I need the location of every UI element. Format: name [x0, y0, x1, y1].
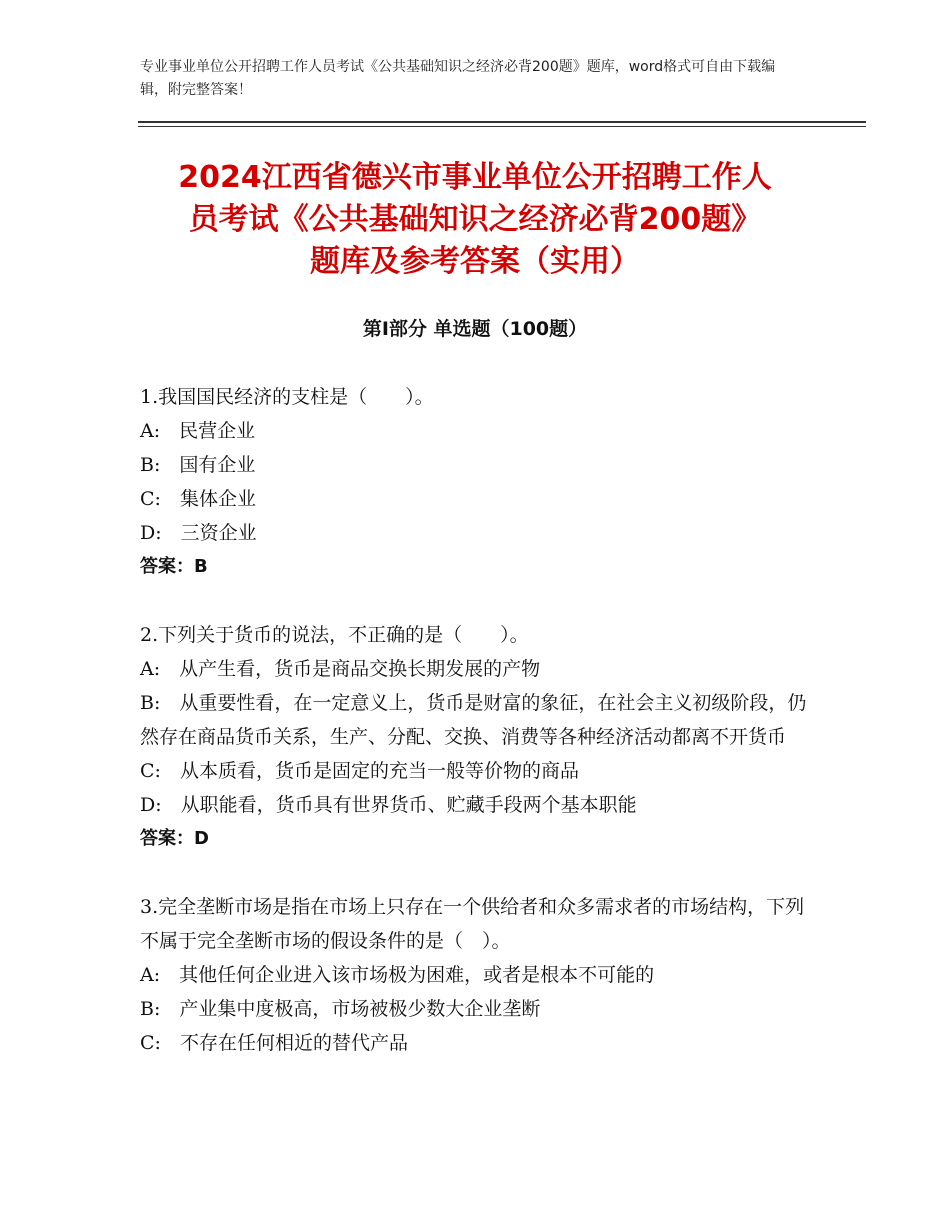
option-c: C: 从本质看，货币是固定的充当一般等价物的商品 — [140, 760, 579, 782]
option-c: C: 不存在任何相近的替代产品 — [140, 1032, 408, 1054]
question-stem: 1.我国国民经济的支柱是（ ）。 — [140, 386, 434, 408]
option-a: A: 民营企业 — [140, 420, 256, 442]
option-b: B: 国有企业 — [140, 454, 256, 476]
section-heading: 第Ⅰ部分 单选题（100题） — [362, 318, 588, 340]
question-2 — [140, 618, 812, 856]
title-line-2: 员考试《公共基础知识之经济必背200题》 — [188, 202, 762, 237]
question-1 — [140, 380, 812, 584]
option-d: D: 三资企业 — [140, 522, 257, 544]
page-header: 专业事业单位公开招聘工作人员考试《公共基础知识之经济必背200题》题库，word格式可自由下载编辑，附完整答案！ — [140, 59, 776, 98]
header-rule-thick — [138, 121, 866, 123]
option-a: A: 其他任何企业进入该市场极为困难，或者是根本不可能的 — [140, 964, 655, 986]
title-line-1: 2024江西省德兴市事业单位公开招聘工作人 — [178, 160, 772, 195]
option-d: D: 从职能看，货币具有世界货币、贮藏手段两个基本职能 — [140, 794, 637, 816]
question-stem: 2.下列关于货币的说法，不正确的是（ ）。 — [140, 624, 529, 646]
title-line-3: 题库及参考答案（实用） — [310, 244, 640, 279]
question-3 — [140, 890, 812, 1060]
option-c: C: 集体企业 — [140, 488, 256, 510]
option-b: B: 产业集中度极高，市场被极少数大企业垄断 — [140, 998, 541, 1020]
option-b: B: 从重要性看，在一定意义上，货币是财富的象征，在社会主义初级阶段，仍然存在商品货币关系，生产、分配、交换、消费等各种经济活动都离不开货币 — [140, 692, 807, 748]
question-stem: 3.完全垄断市场是指在市场上只存在一个供给者和众多需求者的市场结构，下列不属于完全垄断市场的假设条件的是（ ）。 — [140, 896, 805, 952]
document-title — [120, 157, 830, 283]
option-a: A: 从产生看，货币是商品交换长期发展的产物 — [140, 658, 541, 680]
header-rule-thin — [138, 126, 866, 127]
question-list — [140, 380, 812, 1094]
answer: 答案：D — [140, 828, 209, 849]
answer: 答案：B — [140, 556, 208, 577]
